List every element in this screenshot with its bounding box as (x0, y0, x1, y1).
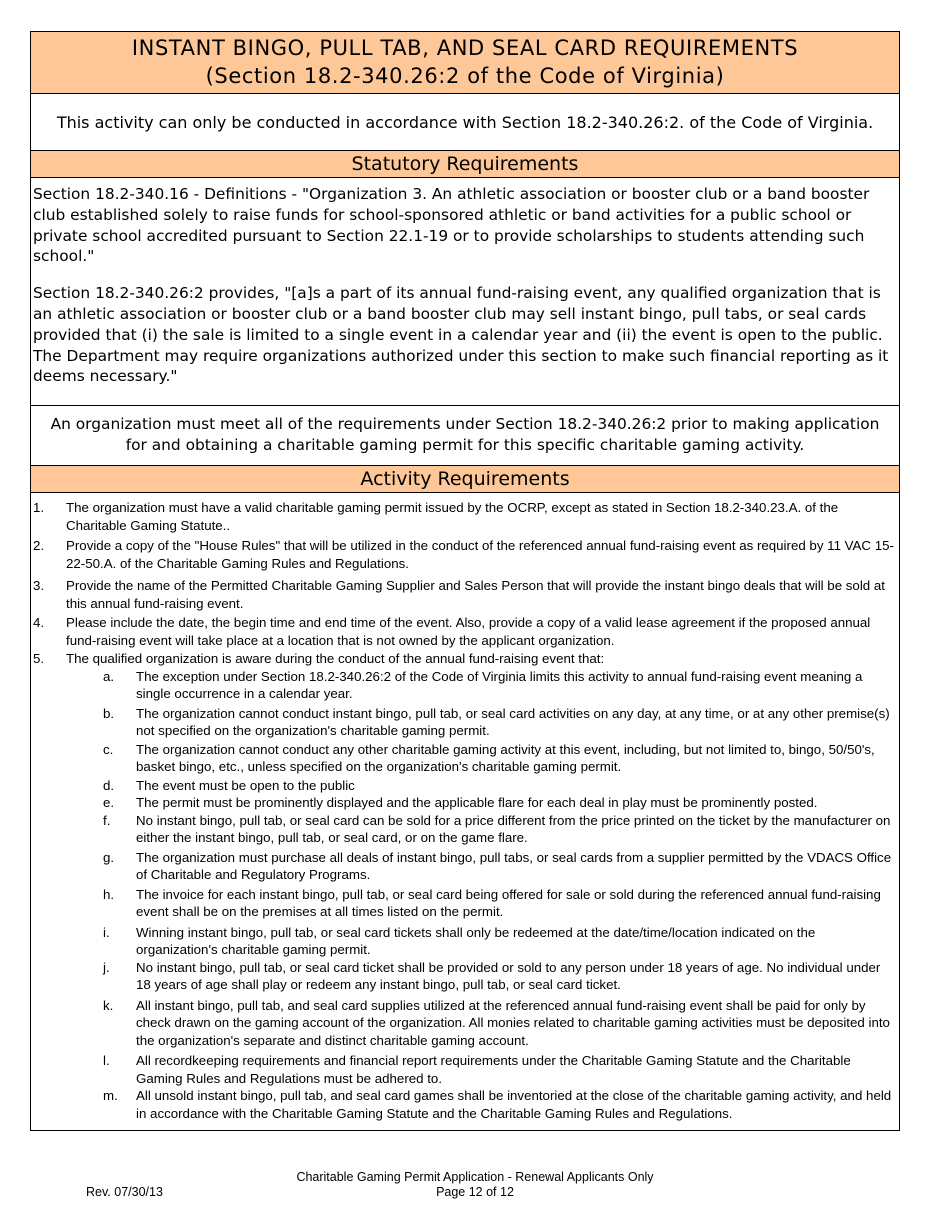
page-title: INSTANT BINGO, PULL TAB, AND SEAL CARD REQUIREMENTS (131, 36, 799, 60)
statutory-heading: Statutory Requirements (31, 151, 899, 178)
item-letter: m. (103, 1088, 118, 1104)
item-letter: i. (103, 924, 110, 940)
item-number: 3. (33, 578, 45, 594)
item-letter: c. (103, 741, 114, 757)
page-number: Page 12 of 12 (436, 1185, 514, 1199)
sub-list-item (33, 886, 895, 921)
sub-list-item (33, 812, 895, 847)
item-text: No instant bingo, pull tab, or seal card can be sold for a price different from the price printed on the ticket by the manufacturer on either the instant bingo, pull tab, or seal card, or on the game flare. (136, 812, 891, 846)
activity-list (31, 493, 899, 1130)
list-item (33, 650, 895, 668)
item-text: No instant bingo, pull tab, or seal card ticket shall be provided or sold to any person under 18 years of age. No individual under 18 years of age shall play or redeem any instant bingo, pull tab, or seal card ticket. (136, 959, 881, 993)
requirements-form (30, 31, 900, 1131)
activity-heading: Activity Requirements (31, 466, 899, 493)
code-notice-text: This activity can only be conducted in accordance with Section 18.2-340.26:2. of the Code of Virginia. (56, 112, 874, 132)
item-letter: k. (103, 997, 114, 1013)
item-number: 2. (33, 538, 45, 554)
sub-list-item (33, 794, 895, 812)
code-notice (31, 94, 899, 151)
statutory-paragraph: Section 18.2-340.16 - Definitions - "Organization 3. An athletic association or booster club or a band booster club established solely to raise funds for school-sponsored athletic or band activities for a public school or private school accredited pursuant to Section 22.1-19 or to provide scholarships to students attending such school." (33, 185, 870, 266)
page-subtitle: (Section 18.2-340.26:2 of the Code of Virginia) (205, 64, 725, 88)
sub-list-item (33, 1087, 895, 1122)
item-text: The permit must be prominently displayed and the applicable flare for each deal in play must be prominently posted. (136, 795, 818, 811)
list-item (33, 499, 895, 534)
sub-list-item (33, 997, 895, 1050)
item-text: The organization cannot conduct instant bingo, pull tab, or seal card activities on any day, at any time, or at any other premise(s) not specified on the organization's charitable gaming permit. (136, 705, 890, 739)
item-number: 1. (33, 500, 45, 516)
item-letter: b. (103, 705, 115, 721)
item-text: All instant bingo, pull tab, and seal card supplies utilized at the referenced annual fund-raising event shall be paid for only by check drawn on the gaming account of the organization. All monies related to charitable gaming activities must be deposited into the organization's separate and distinct charitable gaming account. (136, 997, 890, 1048)
item-text: Please include the date, the begin time and end time of the event. Also, provide a copy of a valid lease agreement if the proposed annual fund-raising event will take place at a location that is not owned by the applicant organization. (66, 615, 871, 648)
item-text: The organization must purchase all deals of instant bingo, pull tabs, or seal cards from a supplier permitted by the VDACS Office of Charitable and Regulatory Programs. (136, 849, 892, 883)
item-number: 4. (33, 615, 45, 631)
statutory-section (31, 178, 899, 406)
item-letter: l. (103, 1053, 110, 1069)
item-letter: e. (103, 795, 115, 811)
list-item (33, 614, 895, 649)
item-text: The qualified organization is aware during the conduct of the annual fund-raising event that: (66, 651, 605, 667)
item-letter: j. (103, 959, 110, 975)
item-text: The event must be open to the public (136, 777, 355, 793)
sub-list-item (33, 741, 895, 776)
item-text: The organization must have a valid charitable gaming permit issued by the OCRP, except as stated in Section 18.2-340.23.A. of the Charitable Gaming Statute.. (66, 500, 839, 533)
item-number: 5. (33, 651, 45, 667)
statutory-paragraph: Section 18.2-340.26:2 provides, "[a]s a part of its annual fund-raising event, any qualified organization that is an athletic association or booster club or a band booster club may sell instant bingo, pull tabs, or seal cards provided that (i) the sale is limited to a single event in a calendar year and (ii) the event is open to the public. The Department may require organizations authorized under this section to make such financial reporting as it deems necessary." (33, 284, 889, 386)
item-letter: f. (103, 812, 111, 828)
sub-list-item (33, 777, 895, 795)
sub-list-item (33, 924, 895, 959)
item-letter: a. (103, 668, 115, 684)
item-letter: d. (103, 777, 115, 793)
item-text: Provide a copy of the "House Rules" that will be utilized in the conduct of the referenced annual fund-raising event as required by 11 VAC 15-22-50.A. of the Charitable Gaming Rules and Regulations. (66, 538, 894, 571)
item-letter: g. (103, 849, 115, 865)
sub-list-item (33, 1052, 895, 1087)
form-name: Charitable Gaming Permit Application - Renewal Applicants Only (296, 1170, 654, 1184)
sub-list-item (33, 705, 895, 740)
sub-list-item (33, 668, 895, 703)
prerequisite-notice: An organization must meet all of the requirements under Section 18.2-340.26:2 prior to making application for and obtaining a charitable gaming permit for this specific charitable gaming activity. (31, 406, 899, 466)
item-text: The exception under Section 18.2-340.26:2 of the Code of Virginia limits this activity to annual fund-raising event meaning a single occurrence in a calendar year. (136, 668, 863, 702)
title-band (31, 32, 899, 94)
item-text: All recordkeeping requirements and financial report requirements under the Charitable Gaming Statute and the Charitable Gaming Rules and Regulations must be adhered to. (136, 1053, 851, 1086)
item-text: All unsold instant bingo, pull tab, and seal card games shall be inventoried at the close of the charitable gaming activity, and held in accordance with the Charitable Gaming Statute and the Charitable Gaming Rules and Regulations. (136, 1088, 892, 1121)
list-item (33, 577, 895, 612)
item-text: The invoice for each instant bingo, pull tab, or seal card being offered for sale or sold during the referenced annual fund-raising event shall be on the premises at all times listed on the permit. (136, 886, 881, 920)
revision-date: Rev. 07/30/13 (86, 1185, 163, 1199)
list-item (33, 537, 895, 572)
sub-list-item (33, 959, 895, 994)
item-text: Provide the name of the Permitted Charitable Gaming Supplier and Sales Person that will provide the instant bingo deals that will be sold at this annual fund-raising event. (66, 578, 885, 611)
item-letter: h. (103, 886, 115, 902)
item-text: The organization cannot conduct any other charitable gaming activity at this event, including, but not limited to, bingo, 50/50's, basket bingo, etc., unless specified on the organization's charitable gaming permit. (136, 741, 875, 775)
sub-list-item (33, 849, 895, 884)
item-text: Winning instant bingo, pull tab, or seal card tickets shall only be redeemed at the date/time/location indicated on the organization's charitable gaming permit. (136, 924, 816, 958)
